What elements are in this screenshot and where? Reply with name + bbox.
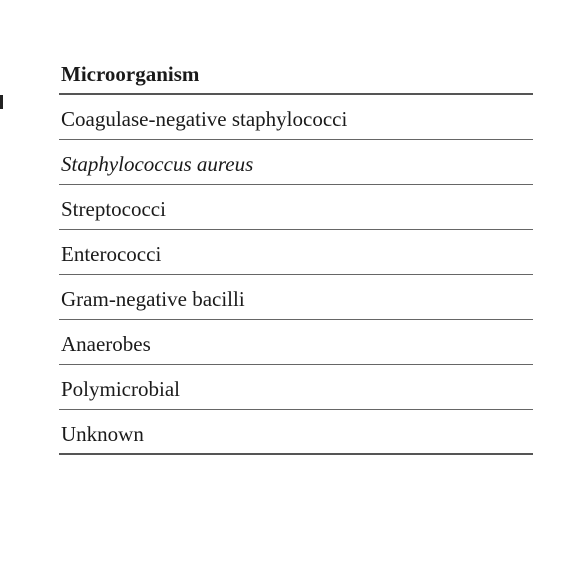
table-row [59, 320, 533, 365]
table-bottom-rule [59, 453, 533, 455]
row-label: Staphylococcus aureus [61, 152, 254, 176]
row-label: Unknown [61, 422, 144, 446]
row-label: Coagulase-negative staphylococci [61, 107, 348, 131]
table-row [59, 365, 533, 410]
table-row [59, 185, 533, 230]
page-edge-mark [0, 95, 3, 109]
table-row [59, 95, 533, 140]
row-label: Enterococci [61, 242, 162, 266]
table-row [59, 140, 533, 185]
row-label: Streptococci [61, 197, 166, 221]
column-header-microorganism: Microorganism [61, 62, 200, 86]
row-label: Polymicrobial [61, 377, 180, 401]
microorganism-table [59, 52, 533, 455]
table-row [59, 410, 533, 455]
row-label: Gram-negative bacilli [61, 287, 245, 311]
table-row [59, 275, 533, 320]
row-label: Anaerobes [61, 332, 151, 356]
table-header-row [59, 52, 533, 95]
table-row [59, 230, 533, 275]
